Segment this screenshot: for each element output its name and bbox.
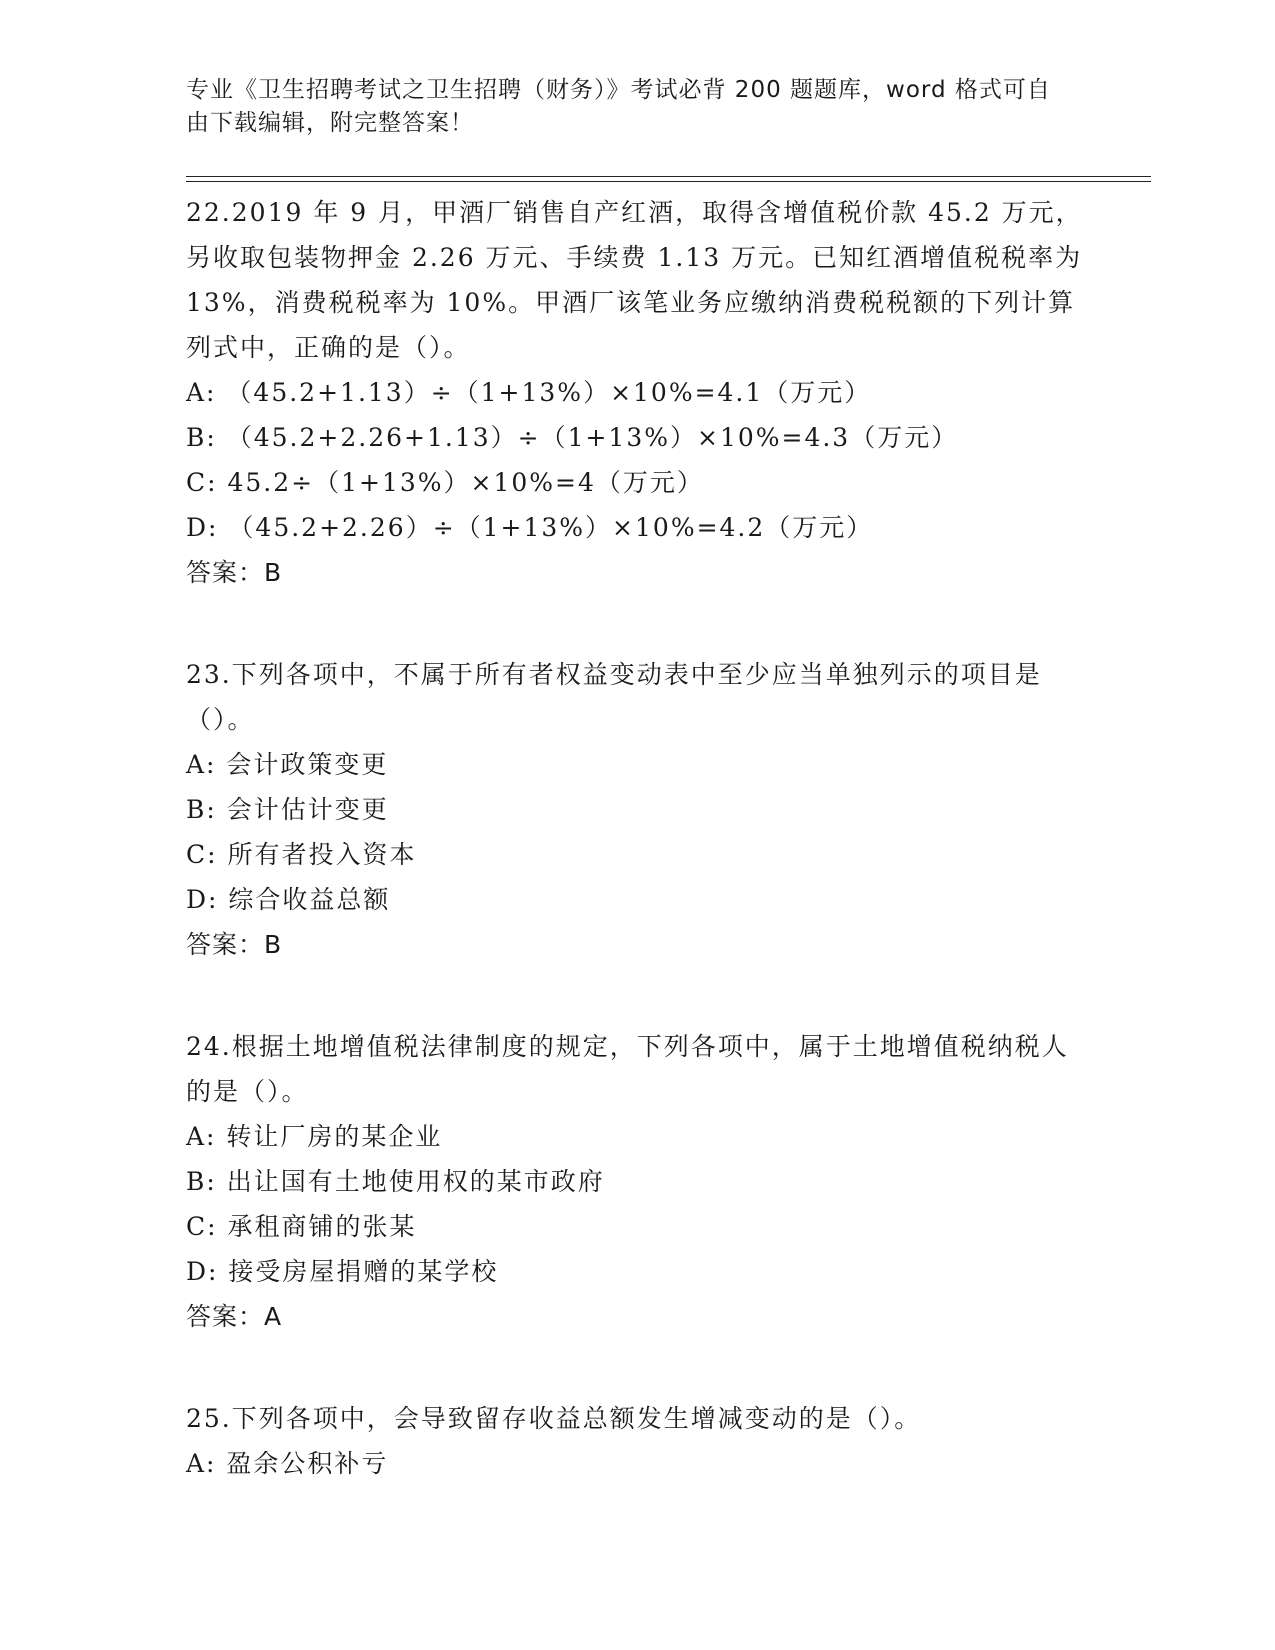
option-c: C: 承租商铺的张某 xyxy=(186,1212,417,1241)
option-d: D: 综合收益总额 xyxy=(186,885,391,914)
option-c: C: 所有者投入资本 xyxy=(186,840,417,869)
option-a: A: （45.2+1.13）÷（1+13%）×10%=4.1（万元） xyxy=(186,378,872,407)
option-a: A: 转让厂房的某企业 xyxy=(186,1122,443,1151)
option-a: A: 盈余公积补亏 xyxy=(186,1449,389,1478)
option-d: D: 接受房屋捐赠的某学校 xyxy=(186,1257,499,1286)
question-list xyxy=(186,190,1086,1543)
question-23 xyxy=(186,652,1086,967)
question-22 xyxy=(186,190,1086,595)
option-c: C: 45.2÷（1+13%）×10%=4（万元） xyxy=(186,468,704,497)
option-b: B: 出让国有土地使用权的某市政府 xyxy=(186,1167,605,1196)
question-stem: 22.2019 年 9 月，甲酒厂销售自产红酒，取得含增值税价款 45.2 万元，另收取包装物押金 2.26 万元、手续费 1.13 万元。已知红酒增值税税率为 13%，消费税税率为 10%。甲酒厂该笔业务应缴纳消费税税额的下列计算列式中，正确的是（）。 xyxy=(186,198,1083,362)
option-a: A: 会计政策变更 xyxy=(186,750,389,779)
question-stem: 24.根据土地增值税法律制度的规定，下列各项中，属于土地增值税纳税人的是（）。 xyxy=(186,1032,1069,1106)
question-24 xyxy=(186,1024,1086,1339)
question-stem: 23.下列各项中，不属于所有者权益变动表中至少应当单独列示的项目是（）。 xyxy=(186,660,1042,734)
question-stem: 25.下列各项中，会导致留存收益总额发生增减变动的是（）。 xyxy=(186,1404,922,1433)
option-b: B: （45.2+2.26+1.13）÷（1+13%）×10%=4.3（万元） xyxy=(186,423,959,452)
document-header: 专业《卫生招聘考试之卫生招聘（财务）》考试必背 200 题题库，word 格式可自由下载编辑，附完整答案！ xyxy=(186,77,1051,136)
header-divider-top xyxy=(186,176,1151,177)
question-25 xyxy=(186,1396,1086,1486)
option-b: B: 会计估计变更 xyxy=(186,795,389,824)
answer-line: 答案：B xyxy=(186,930,283,959)
answer-line: 答案：B xyxy=(186,558,283,587)
option-d: D: （45.2+2.26）÷（1+13%）×10%=4.2（万元） xyxy=(186,513,874,542)
answer-line: 答案：A xyxy=(186,1302,283,1331)
header-divider-bottom xyxy=(186,181,1151,182)
